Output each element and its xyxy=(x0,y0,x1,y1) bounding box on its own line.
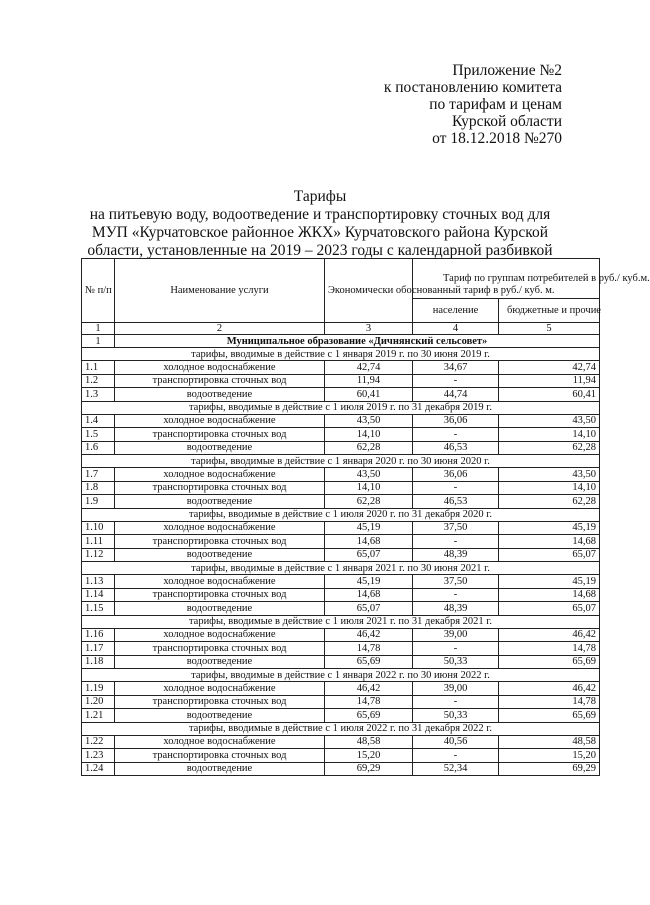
row-service: холодное водоснабжение xyxy=(115,682,325,696)
row-service: водоотведение xyxy=(115,709,325,723)
row-econ-tariff: 62,28 xyxy=(325,495,413,509)
row-econ-tariff: 43,50 xyxy=(325,468,413,482)
row-service: водоотведение xyxy=(115,388,325,402)
row-population-tariff: - xyxy=(413,695,499,709)
row-budget-tariff: 69,29 xyxy=(499,762,600,776)
row-number: 1.13 xyxy=(82,575,115,589)
appendix-line: к постановлению комитета xyxy=(383,79,562,96)
row-budget-tariff: 14,78 xyxy=(499,695,600,709)
document-title xyxy=(80,188,560,260)
table-row xyxy=(82,521,600,535)
col-number: 3 xyxy=(325,323,413,335)
header-name: Наименование услуги xyxy=(115,259,325,323)
row-population-tariff: - xyxy=(413,428,499,442)
header-groups: Тариф по группам потребителей в руб./ куб.м. xyxy=(413,259,600,299)
row-budget-tariff: 14,68 xyxy=(499,588,600,602)
table-row xyxy=(82,441,600,455)
row-population-tariff: 48,39 xyxy=(413,548,499,562)
table-row xyxy=(82,388,600,402)
row-population-tariff: - xyxy=(413,588,499,602)
table-row xyxy=(82,468,600,482)
row-econ-tariff: 14,68 xyxy=(325,535,413,549)
row-econ-tariff: 48,58 xyxy=(325,735,413,749)
row-number: 1.9 xyxy=(82,495,115,509)
period-row: тарифы, вводимые в действие с 1 июля 2019 г. по 31 декабря 2019 г. xyxy=(82,401,600,414)
row-service: водоотведение xyxy=(115,762,325,776)
row-econ-tariff: 46,42 xyxy=(325,682,413,696)
table-row xyxy=(82,495,600,509)
row-population-tariff: 40,56 xyxy=(413,735,499,749)
row-econ-tariff: 14,10 xyxy=(325,481,413,495)
row-econ-tariff: 14,78 xyxy=(325,642,413,656)
period-row: тарифы, вводимые в действие с 1 января 2022 г. по 30 июня 2022 г. xyxy=(82,669,600,682)
col-number: 1 xyxy=(82,323,115,335)
row-budget-tariff: 46,42 xyxy=(499,628,600,642)
row-number: 1.2 xyxy=(82,374,115,388)
row-number: 1.24 xyxy=(82,762,115,776)
row-service: транспортировка сточных вод xyxy=(115,642,325,656)
row-service: холодное водоснабжение xyxy=(115,575,325,589)
row-econ-tariff: 60,41 xyxy=(325,388,413,402)
row-budget-tariff: 65,07 xyxy=(499,602,600,616)
col-number: 2 xyxy=(115,323,325,335)
row-population-tariff: 44,74 xyxy=(413,388,499,402)
row-budget-tariff: 14,78 xyxy=(499,642,600,656)
row-number: 1.1 xyxy=(82,361,115,375)
period-row: тарифы, вводимые в действие с 1 июля 2022 г. по 31 декабря 2022 г. xyxy=(82,722,600,735)
table-row xyxy=(82,374,600,388)
table-row xyxy=(82,749,600,763)
row-service: холодное водоснабжение xyxy=(115,735,325,749)
row-service: транспортировка сточных вод xyxy=(115,535,325,549)
row-population-tariff: 39,00 xyxy=(413,682,499,696)
row-population-tariff: 46,53 xyxy=(413,495,499,509)
row-number: 1.15 xyxy=(82,602,115,616)
row-budget-tariff: 62,28 xyxy=(499,495,600,509)
row-budget-tariff: 11,94 xyxy=(499,374,600,388)
row-population-tariff: 37,50 xyxy=(413,575,499,589)
row-number: 1.12 xyxy=(82,548,115,562)
row-service: водоотведение xyxy=(115,602,325,616)
row-budget-tariff: 65,69 xyxy=(499,709,600,723)
row-population-tariff: 50,33 xyxy=(413,709,499,723)
row-number: 1.21 xyxy=(82,709,115,723)
appendix-line: от 18.12.2018 №270 xyxy=(432,130,562,147)
header-econ: Экономически обоснованный тариф в руб./ куб. м. xyxy=(325,259,413,323)
row-population-tariff: 52,34 xyxy=(413,762,499,776)
period-row: тарифы, вводимые в действие с 1 января 2021 г. по 30 июня 2021 г. xyxy=(82,562,600,575)
row-budget-tariff: 14,68 xyxy=(499,535,600,549)
row-econ-tariff: 65,07 xyxy=(325,548,413,562)
table-row xyxy=(82,535,600,549)
row-econ-tariff: 14,10 xyxy=(325,428,413,442)
row-service: транспортировка сточных вод xyxy=(115,481,325,495)
row-econ-tariff: 45,19 xyxy=(325,521,413,535)
table-row xyxy=(82,575,600,589)
row-budget-tariff: 46,42 xyxy=(499,682,600,696)
row-service: холодное водоснабжение xyxy=(115,414,325,428)
row-service: транспортировка сточных вод xyxy=(115,428,325,442)
row-econ-tariff: 65,69 xyxy=(325,709,413,723)
row-econ-tariff: 65,07 xyxy=(325,602,413,616)
row-population-tariff: 36,06 xyxy=(413,414,499,428)
row-population-tariff: 37,50 xyxy=(413,521,499,535)
row-econ-tariff: 14,78 xyxy=(325,695,413,709)
appendix-line: по тарифам и ценам xyxy=(429,96,562,113)
row-population-tariff: - xyxy=(413,535,499,549)
row-econ-tariff: 14,68 xyxy=(325,588,413,602)
row-number: 1.5 xyxy=(82,428,115,442)
row-population-tariff: - xyxy=(413,642,499,656)
table-row xyxy=(82,682,600,696)
row-service: транспортировка сточных вод xyxy=(115,374,325,388)
row-budget-tariff: 65,69 xyxy=(499,655,600,669)
period-row: тарифы, вводимые в действие с 1 июля 2020 г. по 31 декабря 2020 г. xyxy=(82,508,600,521)
period-row: тарифы, вводимые в действие с 1 января 2019 г. по 30 июня 2019 г. xyxy=(82,348,600,361)
row-service: транспортировка сточных вод xyxy=(115,749,325,763)
row-budget-tariff: 62,28 xyxy=(499,441,600,455)
table-row xyxy=(82,762,600,776)
table-row xyxy=(82,628,600,642)
row-service: водоотведение xyxy=(115,495,325,509)
row-population-tariff: - xyxy=(413,374,499,388)
period-row: тарифы, вводимые в действие с 1 января 2020 г. по 30 июня 2020 г. xyxy=(82,455,600,468)
row-service: транспортировка сточных вод xyxy=(115,588,325,602)
row-population-tariff: 46,53 xyxy=(413,441,499,455)
row-number: 1.14 xyxy=(82,588,115,602)
table-row xyxy=(82,481,600,495)
row-population-tariff: - xyxy=(413,749,499,763)
header-budget: бюджетные и прочие xyxy=(499,299,600,323)
table-row xyxy=(82,655,600,669)
row-budget-tariff: 45,19 xyxy=(499,521,600,535)
row-service: водоотведение xyxy=(115,655,325,669)
row-service: транспортировка сточных вод xyxy=(115,695,325,709)
municipality-name: Муниципальное образование «Дичнянский сельсовет» xyxy=(115,335,600,348)
row-population-tariff: 34,67 xyxy=(413,361,499,375)
row-number: 1.19 xyxy=(82,682,115,696)
title-heading: Тарифы xyxy=(293,188,347,205)
row-budget-tariff: 65,07 xyxy=(499,548,600,562)
row-budget-tariff: 14,10 xyxy=(499,481,600,495)
col-number: 4 xyxy=(413,323,499,335)
row-population-tariff: - xyxy=(413,481,499,495)
row-budget-tariff: 42,74 xyxy=(499,361,600,375)
row-number: 1.8 xyxy=(82,481,115,495)
table-row xyxy=(82,602,600,616)
row-budget-tariff: 15,20 xyxy=(499,749,600,763)
row-population-tariff: 50,33 xyxy=(413,655,499,669)
row-service: холодное водоснабжение xyxy=(115,361,325,375)
appendix-block xyxy=(342,62,562,147)
appendix-line: Курской области xyxy=(451,113,562,130)
row-population-tariff: 48,39 xyxy=(413,602,499,616)
row-econ-tariff: 11,94 xyxy=(325,374,413,388)
row-budget-tariff: 14,10 xyxy=(499,428,600,442)
row-budget-tariff: 43,50 xyxy=(499,414,600,428)
row-number: 1.7 xyxy=(82,468,115,482)
row-econ-tariff: 69,29 xyxy=(325,762,413,776)
table-row xyxy=(82,361,600,375)
title-line: МУП «Курчатовское районное ЖКХ» Курчатовского района Курской xyxy=(91,224,549,241)
row-econ-tariff: 45,19 xyxy=(325,575,413,589)
header-num: № п/п xyxy=(82,259,115,323)
row-number: 1.23 xyxy=(82,749,115,763)
row-budget-tariff: 45,19 xyxy=(499,575,600,589)
row-service: холодное водоснабжение xyxy=(115,468,325,482)
row-population-tariff: 36,06 xyxy=(413,468,499,482)
appendix-line: Приложение №2 xyxy=(452,62,562,79)
row-econ-tariff: 46,42 xyxy=(325,628,413,642)
period-row: тарифы, вводимые в действие с 1 июля 2021 г. по 31 декабря 2021 г. xyxy=(82,615,600,628)
row-number: 1.11 xyxy=(82,535,115,549)
row-number: 1.4 xyxy=(82,414,115,428)
table-row xyxy=(82,695,600,709)
col-number: 5 xyxy=(499,323,600,335)
row-number: 1.3 xyxy=(82,388,115,402)
table-row xyxy=(82,735,600,749)
table-row xyxy=(82,414,600,428)
title-line: области, установленные на 2019 – 2023 годы с календарной разбивкой xyxy=(87,242,553,259)
row-budget-tariff: 43,50 xyxy=(499,468,600,482)
row-population-tariff: 39,00 xyxy=(413,628,499,642)
row-service: холодное водоснабжение xyxy=(115,628,325,642)
row-service: холодное водоснабжение xyxy=(115,521,325,535)
row-number: 1.18 xyxy=(82,655,115,669)
header-population: население xyxy=(413,299,499,323)
table-row xyxy=(82,642,600,656)
tariff-table xyxy=(81,258,650,776)
table-row xyxy=(82,709,600,723)
row-number: 1.22 xyxy=(82,735,115,749)
row-service: водоотведение xyxy=(115,441,325,455)
row-econ-tariff: 62,28 xyxy=(325,441,413,455)
row-service: водоотведение xyxy=(115,548,325,562)
row-econ-tariff: 15,20 xyxy=(325,749,413,763)
municipality-num: 1 xyxy=(82,335,115,348)
row-econ-tariff: 43,50 xyxy=(325,414,413,428)
table-row xyxy=(82,428,600,442)
row-number: 1.20 xyxy=(82,695,115,709)
table-row xyxy=(82,548,600,562)
row-budget-tariff: 48,58 xyxy=(499,735,600,749)
row-budget-tariff: 60,41 xyxy=(499,388,600,402)
title-line: на питьевую воду, водоотведение и транспортировку сточных вод для xyxy=(89,206,551,223)
table-row xyxy=(82,588,600,602)
row-number: 1.10 xyxy=(82,521,115,535)
row-number: 1.6 xyxy=(82,441,115,455)
row-number: 1.16 xyxy=(82,628,115,642)
row-econ-tariff: 42,74 xyxy=(325,361,413,375)
row-number: 1.17 xyxy=(82,642,115,656)
row-econ-tariff: 65,69 xyxy=(325,655,413,669)
